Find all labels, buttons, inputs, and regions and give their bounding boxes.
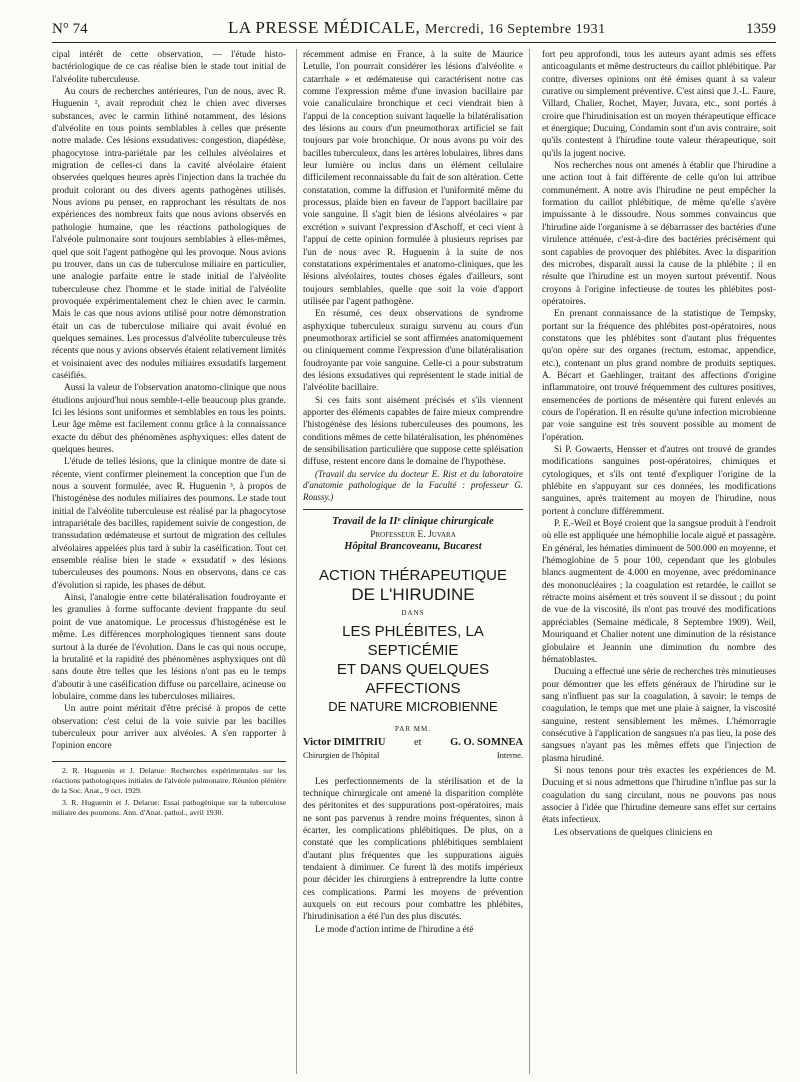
authors-line bbox=[303, 737, 523, 749]
paragraph: P. E.-Weil et Boyé croient que la sangsue produit à l'endroit où elle est appliquée une hémophilie locale aiguë et passagère. En général, les hématies diminuent de 500.000 en moyenne, et l'hémoglobine de 5 pour 100, cependant que les globules blancs augmentent de 4.000 en moyenne, avec prédominance des mononucléaires ; la coagulation est retardée, le caillot se rétracte moins aisément et très souvent il se dissout ; du point de vue de la viscosité, ils n'ont pas trouvé des modifications appréciables (Semaine médicale, 8 Septembre 1909). Weil, Mouriquand et Chalier notent une diminution de la résistance globulaire et Jeannin une diminution du nombre des hématoblastes. bbox=[542, 519, 776, 665]
authors-prefix: PAR MM. bbox=[395, 724, 431, 733]
paragraph: fort peu approfondi, tous les auteurs ayant admis ses effets anticoagulants et même destructeurs du caillot phlébitique. Par contre, diverses opinions ont été émises quant à sa valeur curative ou simplement préventive. C'est ainsi que J.-L. Faure, Villard, Chalier, Rochet, Mayer, Juvara, etc., sont portés à croire que l'hirudinisation est un moyen thérapeutique efficace et énergique; Ducuing, Condamin sont d'un avis contraire, soit qu'ils contestent à l'hirudine toute valeur thérapeutique, soit qu'ils la jugent nocive. bbox=[542, 50, 776, 159]
paragraph: Ainsi, l'analogie entre cette bilatéralisation foudroyante et les granulies à forme suffocante devient frappante du seul point de vue anatomique. Le processus d'histogénèse est le même. Les différences morphologiques tiennent sans doute surtout à la durée de l'évolution. Dans le cas qui nous occupe, la brutalité et la rapidité des phénomènes asphyxiques ont dû sans doute être telles que les lésions n'ont pas eu le temps d'aboutir à une caséification diffuse ou parcellaire, acineuse ou lobulaire, comme dans les tuberculoses miliaires. bbox=[52, 593, 286, 702]
section-divider bbox=[303, 509, 523, 510]
middle-column bbox=[296, 49, 530, 1074]
article-header bbox=[303, 516, 523, 761]
paragraph: En prenant connaissance de la statistique de Tempsky, portant sur la fréquence des phlébites post-opératoires, nous constatons que les phlébites sont d'autant plus fréquentes qu'on opère sur des organes (rectum, estomac, appendice, etc.), contenant un plus grand nombre de produits septiques. A. Bécart et Gaehlinger, traitant des affections d'origine inflammatoire, ont trouvé fréquemment des cultures positives, ensemencées de portions de mésentère qui furent enlevés au cours de l'opération. Il en résulte qu'une infection microbienne par voie sanguine est très souvent possible au moment de l'opération. bbox=[542, 309, 776, 443]
left-column bbox=[52, 49, 286, 1074]
professor-name: Professeur E. Juvara bbox=[370, 529, 456, 540]
article-credit: (Travail du service du docteur E. Rist et du laboratoire d'anatomie pathologique de la Faculté : professeur G. Roussy.) bbox=[302, 468, 524, 502]
footnote: 3. R. Huguenin et J. Delarue: Essai pathogénique sur la tuberculose miliaire des poumons. Ann. d'Anat. pathol., avril 1930. bbox=[52, 797, 286, 817]
author-role: Chirurgien de l'hôpital bbox=[302, 750, 380, 761]
issue-date: Mercredi, 16 Septembre 1931 bbox=[424, 22, 606, 37]
article-title-line: LES PHLÉBITES, LA SEPTICÉMIE bbox=[342, 622, 484, 659]
article-title-connector: DANS bbox=[401, 609, 425, 618]
page-number: 1359 bbox=[746, 21, 776, 37]
paragraph: L'étude de telles lésions, que la clinique montre de date si récente, vient confirmer pleinement la conception que l'un de nous a souvent formulée, avec R. Huguenin ³, à propos de l'histogénèse des nodules miliaires des poumons. Le stade tout initial de l'alvéolite tuberculeuse est réalisé par la phagocytose intrapariétale des bacilles, rapidement suivie de congestion, de transsudation œdémateuse et surtout de migration des cellules alvéolaires appelées plus tard à subir la caséification. Tout cet ensemble réalise bien le stade « exsudatif » des lésions tuberculeuses des poumons. Nous en observons, dans ce cas d'évolution si rapide, les phases de début. bbox=[52, 457, 286, 591]
article-title-line: ET DANS QUELQUES AFFECTIONS bbox=[336, 660, 490, 697]
paragraph: Si nous tenons pour très exactes les expériences de M. Ducuing et si nous admettons que l'hirudine n'influe pas sur la coagulation du sang circulant, nous ne pouvons pas nous associer à l'idée que l'hirudine demeure sans effet sur certains états infectieux. bbox=[542, 765, 776, 826]
author-name: G. O. SOMNEA bbox=[450, 736, 524, 748]
paragraph: Nos recherches nous ont amenés à établir que l'hirudine a une action tout à fait différente de celle qu'on lui attribue communément. A notre avis l'hirudine ne peut empêcher la formation du caillot phlébitique, de même qu'elle s'avère impuissante à le dissoudre. Nous sommes convaincus que l'hirudine aide l'organisme à se débarrasser des bactéries d'une virulence atténuée, c'est-à-dire des bactéries précisément qui sont capables de provoquer des phlébites. Avec la disparition des microbes, disparaît aussi la cause de la phlébite ; il en résulte que l'hirudine est un moyen surtout préventif. Nous croyons à l'origine infectieuse de toutes les phlébites post-opératoires. bbox=[542, 161, 776, 307]
issue-number: N° 74 bbox=[52, 21, 88, 37]
paragraph: Un autre point méritait d'être précisé à propos de cette observation: c'est celui de la voie suivie par les bacilles tuberculeux pour arriver aux alvéoles. A s'en rapporter à l'opinion encore bbox=[52, 704, 286, 752]
text-columns bbox=[52, 49, 776, 1074]
paragraph: Si ces faits sont aisément précisés et s'ils viennent apporter des éléments capables de faire mieux comprendre l'histogénèse des lésions tuberculeuses des poumons, les conditions mêmes de cette bilatéralisation, les phénomènes de sensibilisation particulière que suppose cette spléisation diffuse, restent encore dans le domaine de l'hypothèse. bbox=[302, 395, 524, 468]
article-title-line: DE NATURE MICROBIENNE bbox=[328, 698, 498, 714]
footnote: 2. R. Huguenin et J. Delarue: Recherches expérimentales sur les réactions pathologiques initiales de l'alvéole pulmonaire. Réunion plénière de la Soc. Anat., 9 oct. 1929. bbox=[52, 765, 286, 795]
author-name: Victor DIMITRIU bbox=[302, 736, 386, 748]
paragraph: En résumé, ces deux observations de syndrome asphyxique tuberculeux suraigu survenu au cours d'un pneumothorax artificiel se sont affirmées anatomiquement ou cliniquement comme l'expression d'une bilatéralisation foudroyante par voie sanguine. Celle-ci a pour substratum des lésions exsudatives qui représentent le stade initial de l'alvéolite bacillaire. bbox=[302, 309, 524, 394]
journal-title bbox=[228, 18, 606, 38]
right-column bbox=[540, 49, 776, 1074]
hospital-name: Hôpital Brancoveanu, Bucarest bbox=[344, 540, 482, 552]
article-title-line: DE L'HIRUDINE bbox=[351, 585, 475, 605]
paragraph: cipal intérêt de cette observation, — l'étude histo-bactériologique de ce cas réalise bien le stade tout initial de l'alvéolite tuberculeuse. bbox=[52, 50, 286, 85]
author-roles bbox=[303, 749, 523, 761]
footnotes bbox=[52, 761, 286, 818]
author-role: Interne. bbox=[496, 750, 524, 761]
paragraph: Au cours de recherches antérieures, l'un de nous, avec R. Huguenin ², avait reproduit chez le chien avec diverses substances, avec le carmin lithiné notamment, des lésions d'alvéolite en tous points semblables à celles que présente notre malade. Ces lésions exsudatives: congestion, diapédèse, phagocytose intra-pariétale par les cellules alvéolaires et migration de celles-ci dans la cavité alvéolaire étaient observées quelques heures après l'injection dans la trachée du produit colorant ou des divers agents pathogènes utilisés. Nous avions pu penser, en rapprochant les résultats de nos expériences des nombreux faits que nous avions observés en pathologie humaine, que les réactions pathologiques de l'alvéole pulmonaire sont toujours semblables à elles-mêmes, quel que soit l'agent pathogène qui les provoque. Nous avions pu trouver, dans un cas de tuberculose miliaire en particulier, une analogie parfaite entre le stade initial de l'alvéolite tuberculeuse chez l'homme et le stade initial de l'alvéolite provoquée expérimentalement chez le chien avec le carmin. Mais le cas que nous avions utilisé pour notre démonstration était un cas de tuberculose miliaire qui avait évolué en quelques semaines. Les processus d'alvéolite tuberculeuse très récents que nous y avions observés étaient relativement limités et voisinaient avec des nodules miliaires exsudatifs largement caséifiés. bbox=[52, 87, 286, 381]
paragraph: Les observations de quelques cliniciens en bbox=[554, 827, 713, 838]
authors-conjunction: et bbox=[414, 736, 422, 748]
page-header bbox=[52, 18, 776, 43]
journal-name: LA PRESSE MÉDICALE, bbox=[227, 18, 421, 37]
paragraph: Si P. Gowaerts, Hensser et d'autres ont trouvé de grandes modifications sanguines post-opératoires, chimiques et cytologiques, et s'ils ont tenté d'expliquer l'origine de la phlébite en s'appuyant sur ces données, les modifications sanguines, après traitement au moyen de l'hirudine, nous portent à conclure différemment. bbox=[542, 445, 776, 517]
paragraph: Le mode d'action intime de l'hirudine a été bbox=[314, 924, 474, 935]
paragraph: Ducuing a effectué une série de recherches très minutieuses pour démontrer que les effets généraux de l'hirudine sur le sang n'influent pas sur la coagulation, à savoir: le temps de coagulation, le temps que met une plaie à saigner, la viscosité sanguine, restent sensiblement les mêmes. L'hémorragie consécutive à l'application de sangsues n'a pas lieu, la pose des sangsues n'ayant pas les mêmes effets que l'injection de plasma hirudiné. bbox=[542, 667, 776, 764]
clinic-name: Travail de la IIᵉ clinique chirurgicale bbox=[332, 516, 494, 528]
paragraph: récemment admise en France, à la suite de Maurice Letulle, l'on pourrait considérer les lésions d'alvéolite « catarrhale » et œdémateuse qui caractérisent notre cas comme l'expression même d'une invasion bacillaire par voie canaliculaire bronchique et ceci viendrait bien à l'appui de la conception suivant laquelle la bilatéralisation des lésions au cours d'un pneumothorax artificiel se fait toujours par voie bronchique. Or nous avons pu voir des bacilles tuberculeux, dans les artères lobulaires, libres dans leur lumière ou inclus dans un élément cellulaire difficilement reconnaissable du fait de son altération. Cette constatation, comme la diffusion et l'uniformité même du processus, plaide bien en faveur de l'apport bacillaire par voie sanguine. Il s'agit bien de lésions alvéolaires « par excrétion » suivant l'expression d'Aschoff, et ceci vient à l'appui de cette opinion formulée à plusieurs reprises par l'un de nous avec R. Huguenin à la suite de nos constatations expérimentales et anatomo-cliniques, que les lésions alvéolaires, toutes choses égales d'ailleurs, sont toujours semblables, quelle que soit la voie d'apport utilisée par l'agent pathogène. bbox=[302, 50, 524, 307]
paragraph: Les perfectionnements de la stérilisation et de la technique chirurgicale ont amené la disparition complète des péritonites et des suppurations post-opératoires, mais ne sont pas parvenus à rendre moins fréquentes, sinon à écarter, les complications phlébitiques. De plus, on a constaté que les complications phlébitiques semblaient d'autant plus fréquentes que les suppurations aiguës tendaient à diminuer. Ce furent là des motifs impérieux pour décider les chirurgiens à entreprendre la lutte contre ces complications. Parmi les moyens de prévention auxquels on eut recours pour combattre les phlébites, l'hirudinisation a été l'un des plus discutés. bbox=[302, 776, 524, 923]
paragraph: Aussi la valeur de l'observation anatomo-clinique que nous étudions aujourd'hui nous semble-t-elle beaucoup plus grande. Ici les lésions sont uniformes et semblables en tous les points. Leur âge même est facilement connu grâce à la connaissance exacte du début des phénomènes asphyxiques: elles datent de quelques heures. bbox=[52, 383, 286, 455]
article-title-line: ACTION THÉRAPEUTIQUE bbox=[318, 567, 508, 585]
